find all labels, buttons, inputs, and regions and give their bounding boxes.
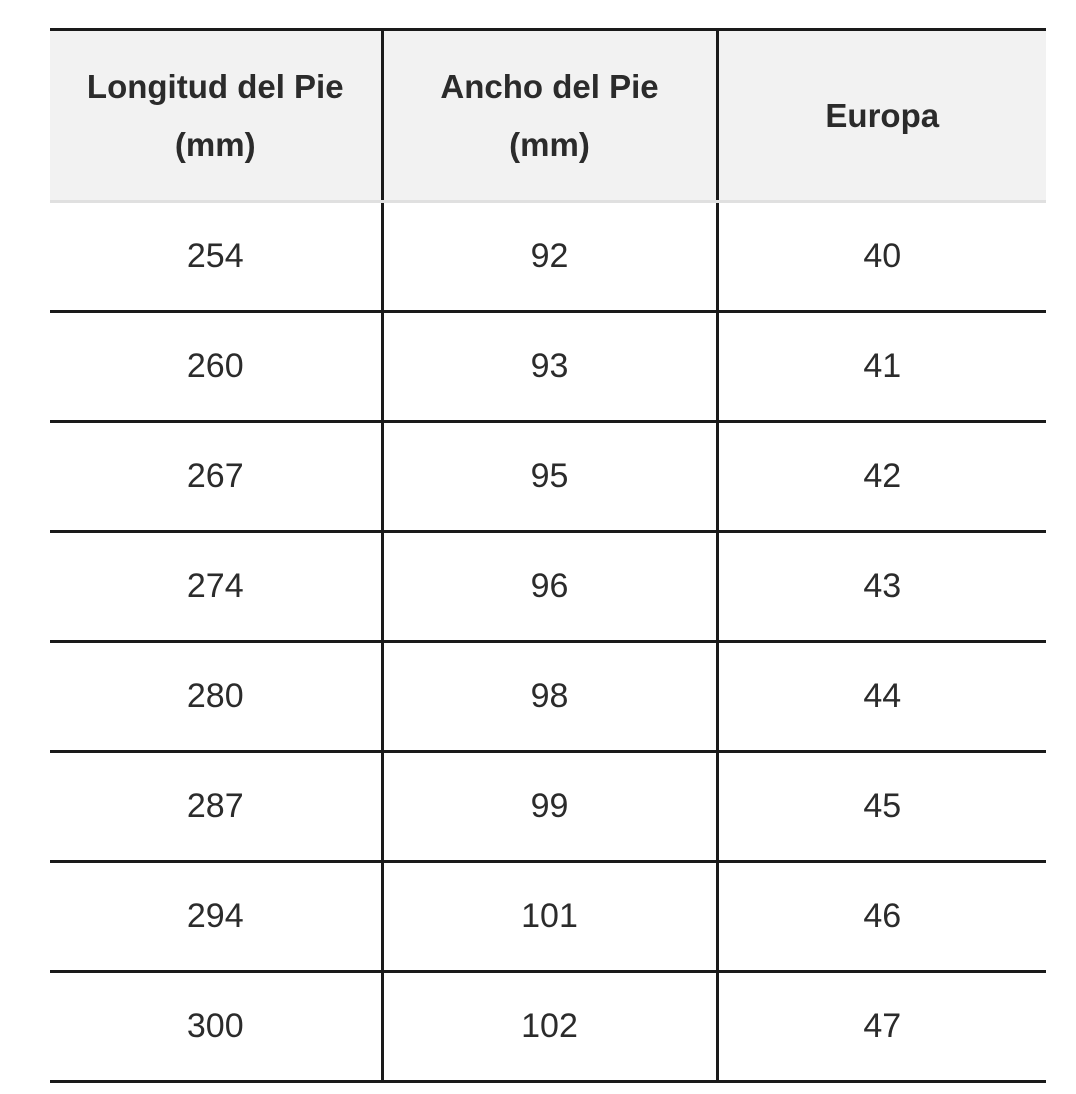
cell-foot-length: 300 [50, 972, 382, 1082]
table-row [50, 972, 1046, 1082]
table-row [50, 202, 1046, 312]
cell-foot-length: 254 [50, 202, 382, 312]
table-row [50, 862, 1046, 972]
cell-europe-size: 41 [717, 312, 1046, 422]
header-foot-width-line2: (mm) [509, 125, 590, 163]
cell-foot-width: 96 [382, 532, 717, 642]
cell-foot-length: 267 [50, 422, 382, 532]
cell-foot-width: 99 [382, 752, 717, 862]
cell-foot-length: 280 [50, 642, 382, 752]
cell-foot-length: 274 [50, 532, 382, 642]
cell-foot-length: 294 [50, 862, 382, 972]
table-row [50, 422, 1046, 532]
cell-foot-length: 287 [50, 752, 382, 862]
cell-foot-width: 95 [382, 422, 717, 532]
cell-foot-width: 102 [382, 972, 717, 1082]
cell-europe-size: 45 [717, 752, 1046, 862]
header-row [50, 30, 1046, 202]
cell-europe-size: 46 [717, 862, 1046, 972]
header-foot-width [382, 30, 717, 202]
table-header [50, 30, 1046, 202]
cell-europe-size: 43 [717, 532, 1046, 642]
table-row [50, 312, 1046, 422]
table-row [50, 532, 1046, 642]
header-foot-width-line1: Ancho del Pie [440, 67, 659, 105]
cell-europe-size: 40 [717, 202, 1046, 312]
cell-foot-width: 101 [382, 862, 717, 972]
cell-foot-width: 92 [382, 202, 717, 312]
size-chart-table [50, 28, 1046, 1083]
header-europe [717, 30, 1046, 202]
cell-europe-size: 42 [717, 422, 1046, 532]
header-foot-length [50, 30, 382, 202]
header-europe-label: Europa [825, 96, 940, 134]
cell-foot-length: 260 [50, 312, 382, 422]
cell-europe-size: 47 [717, 972, 1046, 1082]
table-body [50, 202, 1046, 1082]
cell-europe-size: 44 [717, 642, 1046, 752]
table-row [50, 642, 1046, 752]
header-foot-length-line1: Longitud del Pie [86, 67, 344, 105]
header-foot-length-line2: (mm) [174, 125, 256, 163]
cell-foot-width: 93 [382, 312, 717, 422]
table-row [50, 752, 1046, 862]
cell-foot-width: 98 [382, 642, 717, 752]
